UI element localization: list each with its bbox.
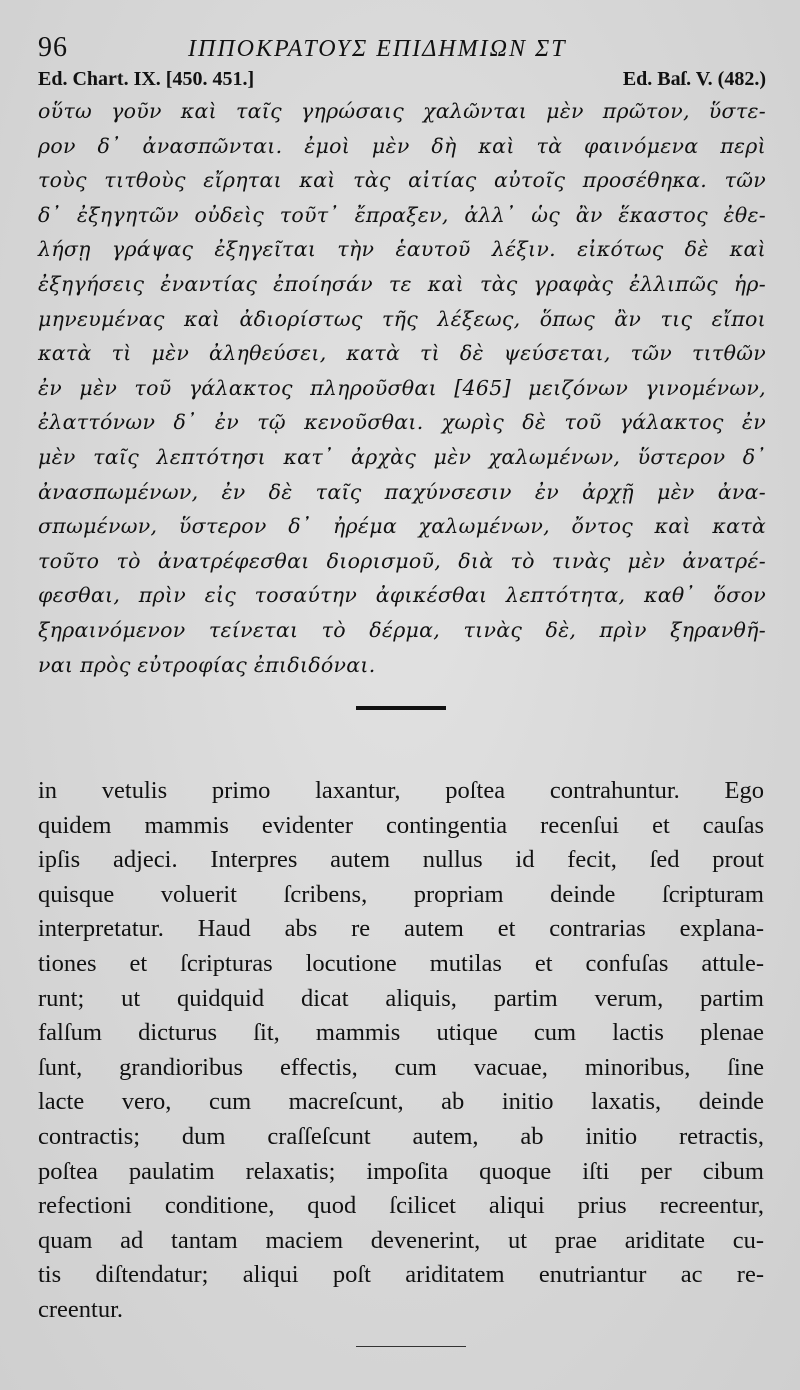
latin-line: in vetulis primo laxantur, poſtea contrahuntur. Ego bbox=[38, 777, 764, 805]
latin-line: runt; ut quidquid dicat aliquis, partim verum, partim bbox=[38, 984, 764, 1012]
greek-line: λήσῃ γράψας ἐξηγεῖται τὴν ἑαυτοῦ λέξιν. εἰκότως δὲ καὶ bbox=[38, 237, 766, 262]
greek-line: μηνευμένας καὶ ἀδιορίστως τῆς λέξεως, ὅπως ἂν τις εἴποι bbox=[38, 306, 766, 331]
greek-line: ρον δ᾽ ἀνασπῶνται. ἐμοὶ μὲν δὴ καὶ τὰ φαινόμενα περὶ bbox=[38, 133, 766, 158]
latin-line: poſtea paulatim relaxatis; impoſita quoque iſti per cibum bbox=[38, 1157, 764, 1185]
greek-line: ἐξηγήσεις ἐναντίας ἐποίησάν τε καὶ τὰς γραφὰς ἐλλιπῶς ἡρ- bbox=[38, 271, 766, 296]
edition-basel-reference: Ed. Baſ. V. (482.) bbox=[622, 68, 766, 90]
greek-line: κατὰ τὶ μὲν ἀληθεύσει, κατὰ τὶ δὲ ψεύσεται, τῶν τιτθῶν bbox=[38, 341, 766, 366]
latin-line: ſunt, grandioribus effectis, cum vacuae, minoribus, ſine bbox=[38, 1053, 764, 1081]
latin-line: quam ad tantam maciem devenerint, ut prae ariditate cu- bbox=[38, 1226, 764, 1254]
section-divider bbox=[356, 706, 446, 710]
greek-line: φεσθαι, πρὶν εἰς τοσαύτην ἀφικέσθαι λεπτότητα, καθ᾽ ὅσον bbox=[38, 583, 766, 608]
greek-line: ξηραινόμενον τείνεται τὸ δέρμα, τινὰς δὲ, πρὶν ξηρανθῆ- bbox=[38, 617, 766, 642]
latin-line: tis diſtendatur; aliqui poſt ariditatem enutriantur ac re- bbox=[38, 1261, 764, 1289]
latin-line: creentur. bbox=[38, 1296, 124, 1323]
greek-line: ἐν μὲν τοῦ γάλακτος πληροῦσθαι [465] μειζόνων γινομένων, bbox=[38, 375, 766, 400]
page-number: 96 bbox=[38, 32, 68, 63]
latin-line: lacte vero, cum macreſcunt, ab initio laxatis, deinde bbox=[38, 1088, 764, 1116]
greek-line: οὕτω γοῦν καὶ ταῖς γηρώσαις χαλῶνται μὲν πρῶτον, ὕστε- bbox=[38, 99, 766, 123]
greek-line: ἀνασπωμένων, ἐν δὲ ταῖς παχύνσεσιν ἐν ἀρχῇ μὲν ἀνα- bbox=[38, 479, 766, 504]
latin-line: quidem mammis evidenter contingentia recenſui et cauſas bbox=[38, 811, 764, 839]
greek-line: δ᾽ ἐξηγητῶν οὐδεὶς τοῦτ᾽ ἔπραξεν, ἀλλ᾽ ὡς ἂν ἕκαστος ἐθε- bbox=[38, 202, 766, 227]
greek-line: τοὺς τιτθοὺς εἴρηται καὶ τὰς αἰτίας αὐτοῖς προσέθηκα. τῶν bbox=[38, 168, 766, 193]
latin-line: refectioni conditione, quod ſcilicet aliqui prius recreentur, bbox=[38, 1192, 764, 1220]
latin-text-block bbox=[38, 774, 766, 1328]
latin-line: ipſis adjeci. Interpres autem nullus id fecit, ſed prout bbox=[38, 846, 764, 874]
footer-rule bbox=[356, 1346, 466, 1348]
greek-line: σπωμένων, ὕστερον δ᾽ ἠρέμα χαλωμένων, ὄντος καὶ κατὰ bbox=[38, 514, 766, 539]
edition-chart-reference: Ed. Chart. IX. [450. 451.] bbox=[38, 68, 255, 90]
greek-text-block bbox=[38, 94, 766, 682]
edition-references bbox=[38, 68, 766, 92]
greek-line: τοῦτο τὸ ἀνατρέφεσθαι διορισμοῦ, διὰ τὸ τινὰς μὲν ἀνατρέ- bbox=[38, 548, 766, 573]
latin-line: interpretatur. Haud abs re autem et contrarias explana- bbox=[38, 915, 764, 943]
greek-line: μὲν ταῖς λεπτότησι κατ᾽ ἀρχὰς μὲν χαλωμένων, ὕστερον δ᾽ bbox=[38, 444, 766, 469]
greek-line: ναι πρὸς εὐτροφίας ἐπιδιδόναι. bbox=[38, 652, 376, 677]
latin-line: tiones et ſcripturas locutione mutilas et confuſas attule- bbox=[38, 950, 764, 978]
greek-line: ἐλαττόνων δ᾽ ἐν τῷ κενοῦσθαι. χωρὶς δὲ τοῦ γάλακτος ἐν bbox=[38, 410, 766, 435]
latin-line: quisque voluerit ſcribens, propriam deinde ſcripturam bbox=[38, 880, 764, 908]
latin-line: falſum dicturus ſit, mammis utique cum lactis plenae bbox=[38, 1019, 764, 1047]
latin-line: contractis; dum craſſeſcunt autem, ab initio retractis, bbox=[38, 1123, 764, 1151]
running-title: ΙΠΠΟΚΡΑΤΟΥΣ ΕΠΙΔΗΜΙΩΝ ΣΤ bbox=[188, 36, 567, 62]
page-header bbox=[38, 28, 766, 68]
